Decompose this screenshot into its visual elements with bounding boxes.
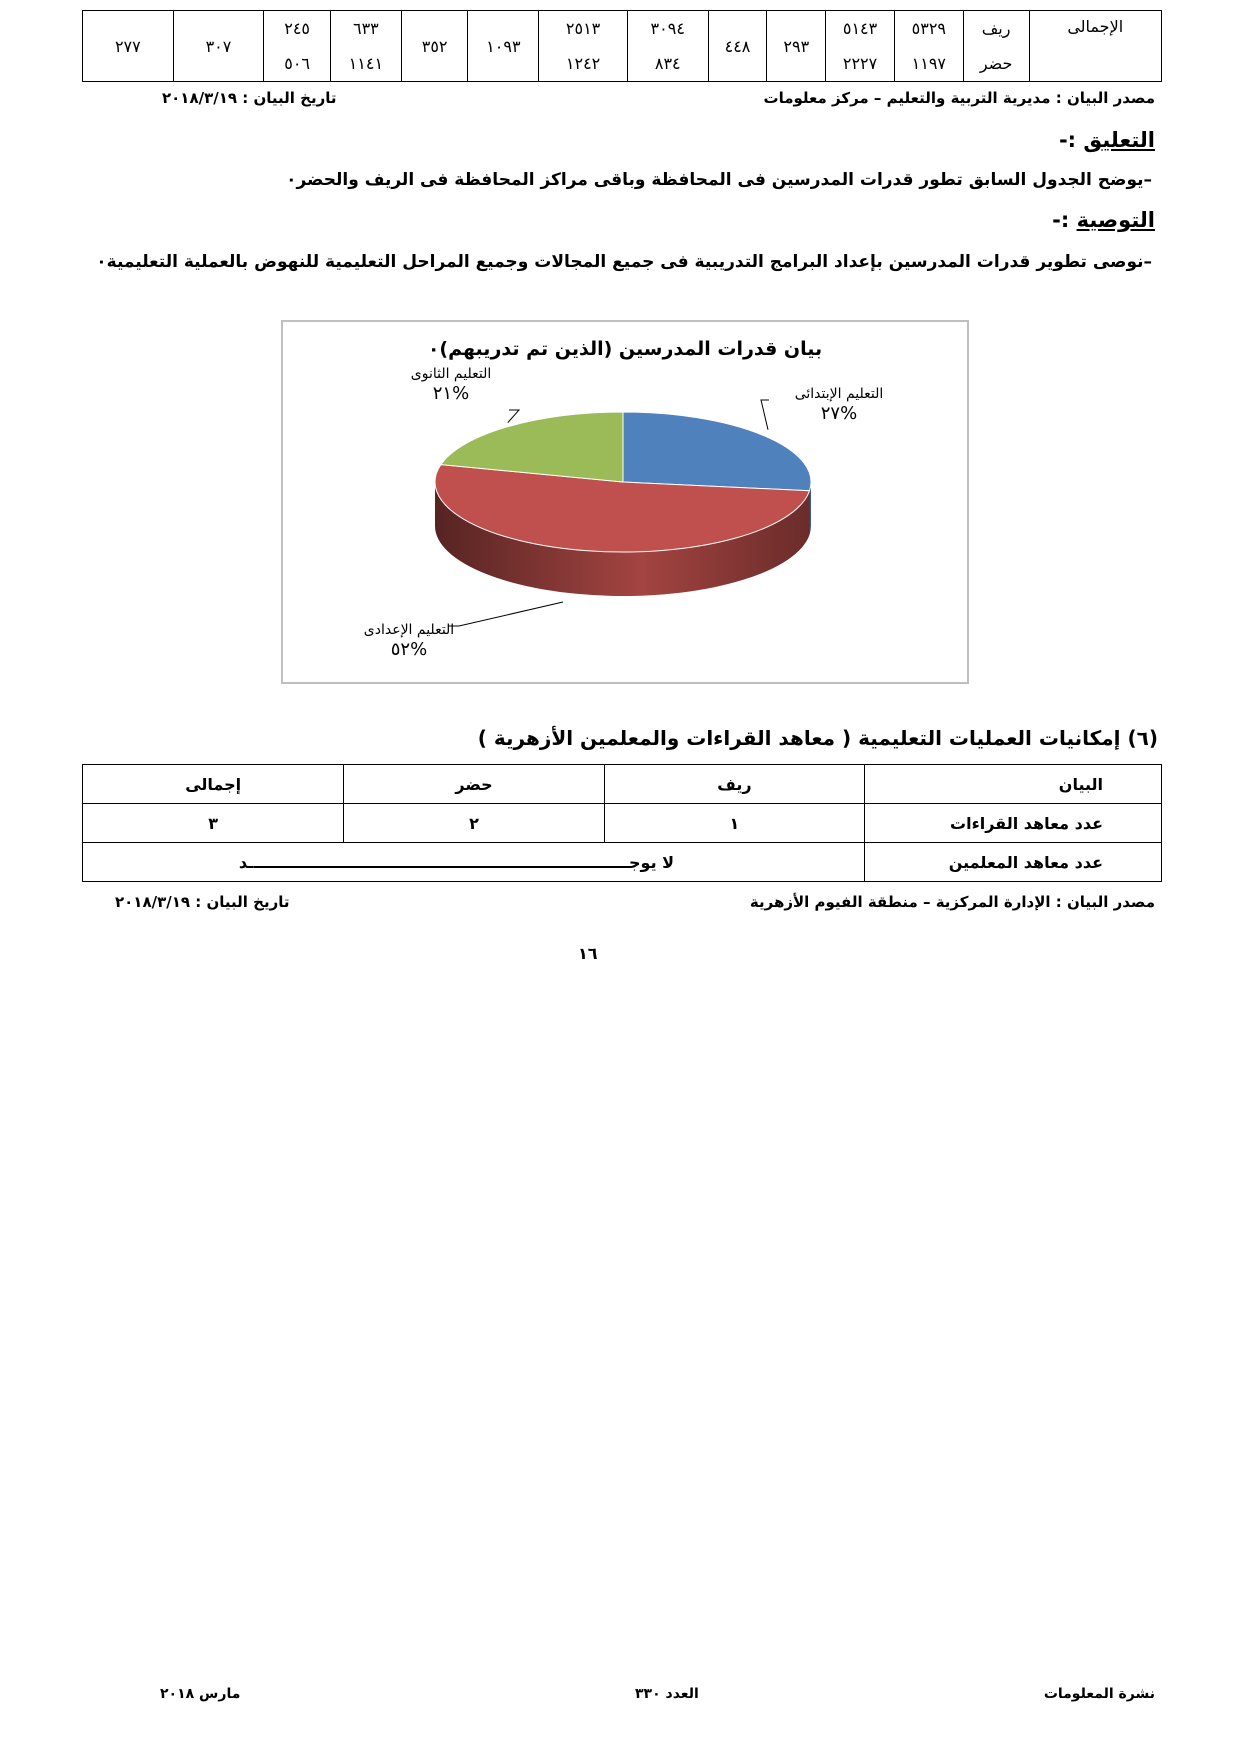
none-exists-start: لا يوجـ <box>623 852 675 872</box>
institutes-table <box>82 764 1162 882</box>
source-date: تاريخ البيان : ٢٠١٨/٣/١٩ <box>115 893 290 911</box>
table-cell <box>708 11 767 82</box>
slice-name: التعليم الثانوى <box>410 366 492 382</box>
table-cell <box>468 11 539 82</box>
table-cell <box>330 11 401 82</box>
table-cell <box>826 11 895 82</box>
none-exists-value <box>83 853 864 872</box>
slice-percent: %٥٢ <box>390 639 428 660</box>
source-date: تاريخ البيان : ٢٠١٨/٣/١٩ <box>162 89 337 107</box>
slice-percent: %٢٧ <box>820 403 858 424</box>
cell-value: ٢٧٧ <box>114 36 141 56</box>
row-label: عدد معاهد المعلمين <box>865 843 1162 882</box>
none-exists-end: ـد <box>238 852 254 872</box>
slice-label-preparatory <box>339 620 479 660</box>
table-cell <box>539 11 628 82</box>
merged-cell <box>83 843 865 882</box>
table-row <box>83 843 1162 882</box>
cell-value: ١٠٩٣ <box>486 36 521 56</box>
cell-value: ١٢٤٢ <box>565 53 601 73</box>
urban-label: حضر <box>979 53 1013 73</box>
comment-heading-suffix: :- <box>1058 128 1084 152</box>
cell-value: ٨٣٤ <box>654 53 681 73</box>
cell-value: ٣٠٩٤ <box>650 18 685 38</box>
cell-value: ٢٥١٣ <box>565 18 601 38</box>
cell-value: ٤٤٨ <box>724 36 751 56</box>
source-text: مصدر البيان : الإدارة المركزية – منطقة الفيوم الأزهرية <box>749 893 1155 911</box>
cell-value: ٥٣٢٩ <box>911 18 947 38</box>
comment-heading <box>1059 128 1155 152</box>
row-label: عدد معاهد القراءات <box>865 804 1162 843</box>
slice-name: التعليم الإعدادى <box>363 622 455 638</box>
slice-label-primary <box>769 384 909 424</box>
cell-value: ١١٤١ <box>348 53 384 73</box>
footer-issue: العدد ٣٣٠ <box>635 1686 699 1702</box>
cell-value: ٢٤٥ <box>284 18 310 38</box>
cell-value: ٦٣٣ <box>352 18 379 38</box>
recommendation-text: –نوصى تطوير قدرات المدرسين بإعداد البرامج التدريبية فى جميع المجالات وجميع المراحل التعليمية للنهوض بالعملية التعليمية٠ <box>96 252 1152 272</box>
comment-text: –يوضح الجدول السابق تطور قدرات المدرسين فى المحافظة وباقى مراكز المحافظة فى الريف والحضر٠ <box>286 170 1152 190</box>
teachers-summary-table <box>82 10 1162 82</box>
cell-value: ٣٥٢ <box>421 36 448 56</box>
section-6-title: (٦) إمكانيات العمليات التعليمية ( معاهد القراءات والمعلمين الأزهرية ) <box>477 726 1158 750</box>
pie-chart-frame <box>281 320 969 684</box>
cell-value: ٥٠٦ <box>284 53 310 73</box>
source-text: مصدر البيان : مديرية التربية والتعليم – مركز معلومات <box>763 89 1155 107</box>
table-cell: ١ <box>604 804 864 843</box>
header-cell: حضر <box>344 765 604 804</box>
table-cell <box>767 11 826 82</box>
rural-label: ريف <box>981 18 1011 38</box>
cell-value: ٢٩٣ <box>783 36 810 56</box>
cell-value: ٣٠٧ <box>205 36 232 56</box>
table-row <box>83 804 1162 843</box>
table-cell <box>627 11 708 82</box>
area-label-cell <box>963 11 1029 82</box>
table-cell <box>264 11 331 82</box>
table-cell: ٣ <box>83 804 344 843</box>
recommendation-heading-suffix: :- <box>1052 208 1077 232</box>
table-cell: ٢ <box>344 804 604 843</box>
cell-value: ١١٩٧ <box>911 53 947 73</box>
leader-line <box>761 400 769 430</box>
table-cell <box>894 11 963 82</box>
footer-publication: نشرة المعلومات <box>1043 1686 1155 1702</box>
cell-value: ٢٢٢٧ <box>842 53 878 73</box>
table-row <box>83 11 1162 82</box>
slice-name: التعليم الإبتدائى <box>794 386 884 402</box>
header-cell: البيان <box>865 765 1162 804</box>
table-cell <box>401 11 468 82</box>
table-cell <box>173 11 264 82</box>
recommendation-heading-label: التوصية <box>1076 208 1155 232</box>
recommendation-heading <box>1052 208 1155 232</box>
total-label-cell <box>1029 11 1162 82</box>
tatweel-line <box>254 866 624 868</box>
slice-percent: %٢١ <box>432 383 470 404</box>
comment-heading-label: التعليق <box>1083 128 1155 152</box>
chart-title: بيان قدرات المدرسين (الذين تم تدريبهم)٠ <box>427 338 823 360</box>
header-cell: إجمالى <box>83 765 344 804</box>
slice-label-secondary <box>381 364 521 404</box>
leader-line <box>508 410 519 423</box>
header-cell: ريف <box>604 765 864 804</box>
page-number: ١٦ <box>578 944 598 963</box>
cell-value: ٥١٤٣ <box>842 18 878 38</box>
footer-date: مارس ٢٠١٨ <box>160 1686 241 1702</box>
table-header-row <box>83 765 1162 804</box>
table-cell <box>83 11 174 82</box>
total-label: الإجمالى <box>1067 17 1124 36</box>
